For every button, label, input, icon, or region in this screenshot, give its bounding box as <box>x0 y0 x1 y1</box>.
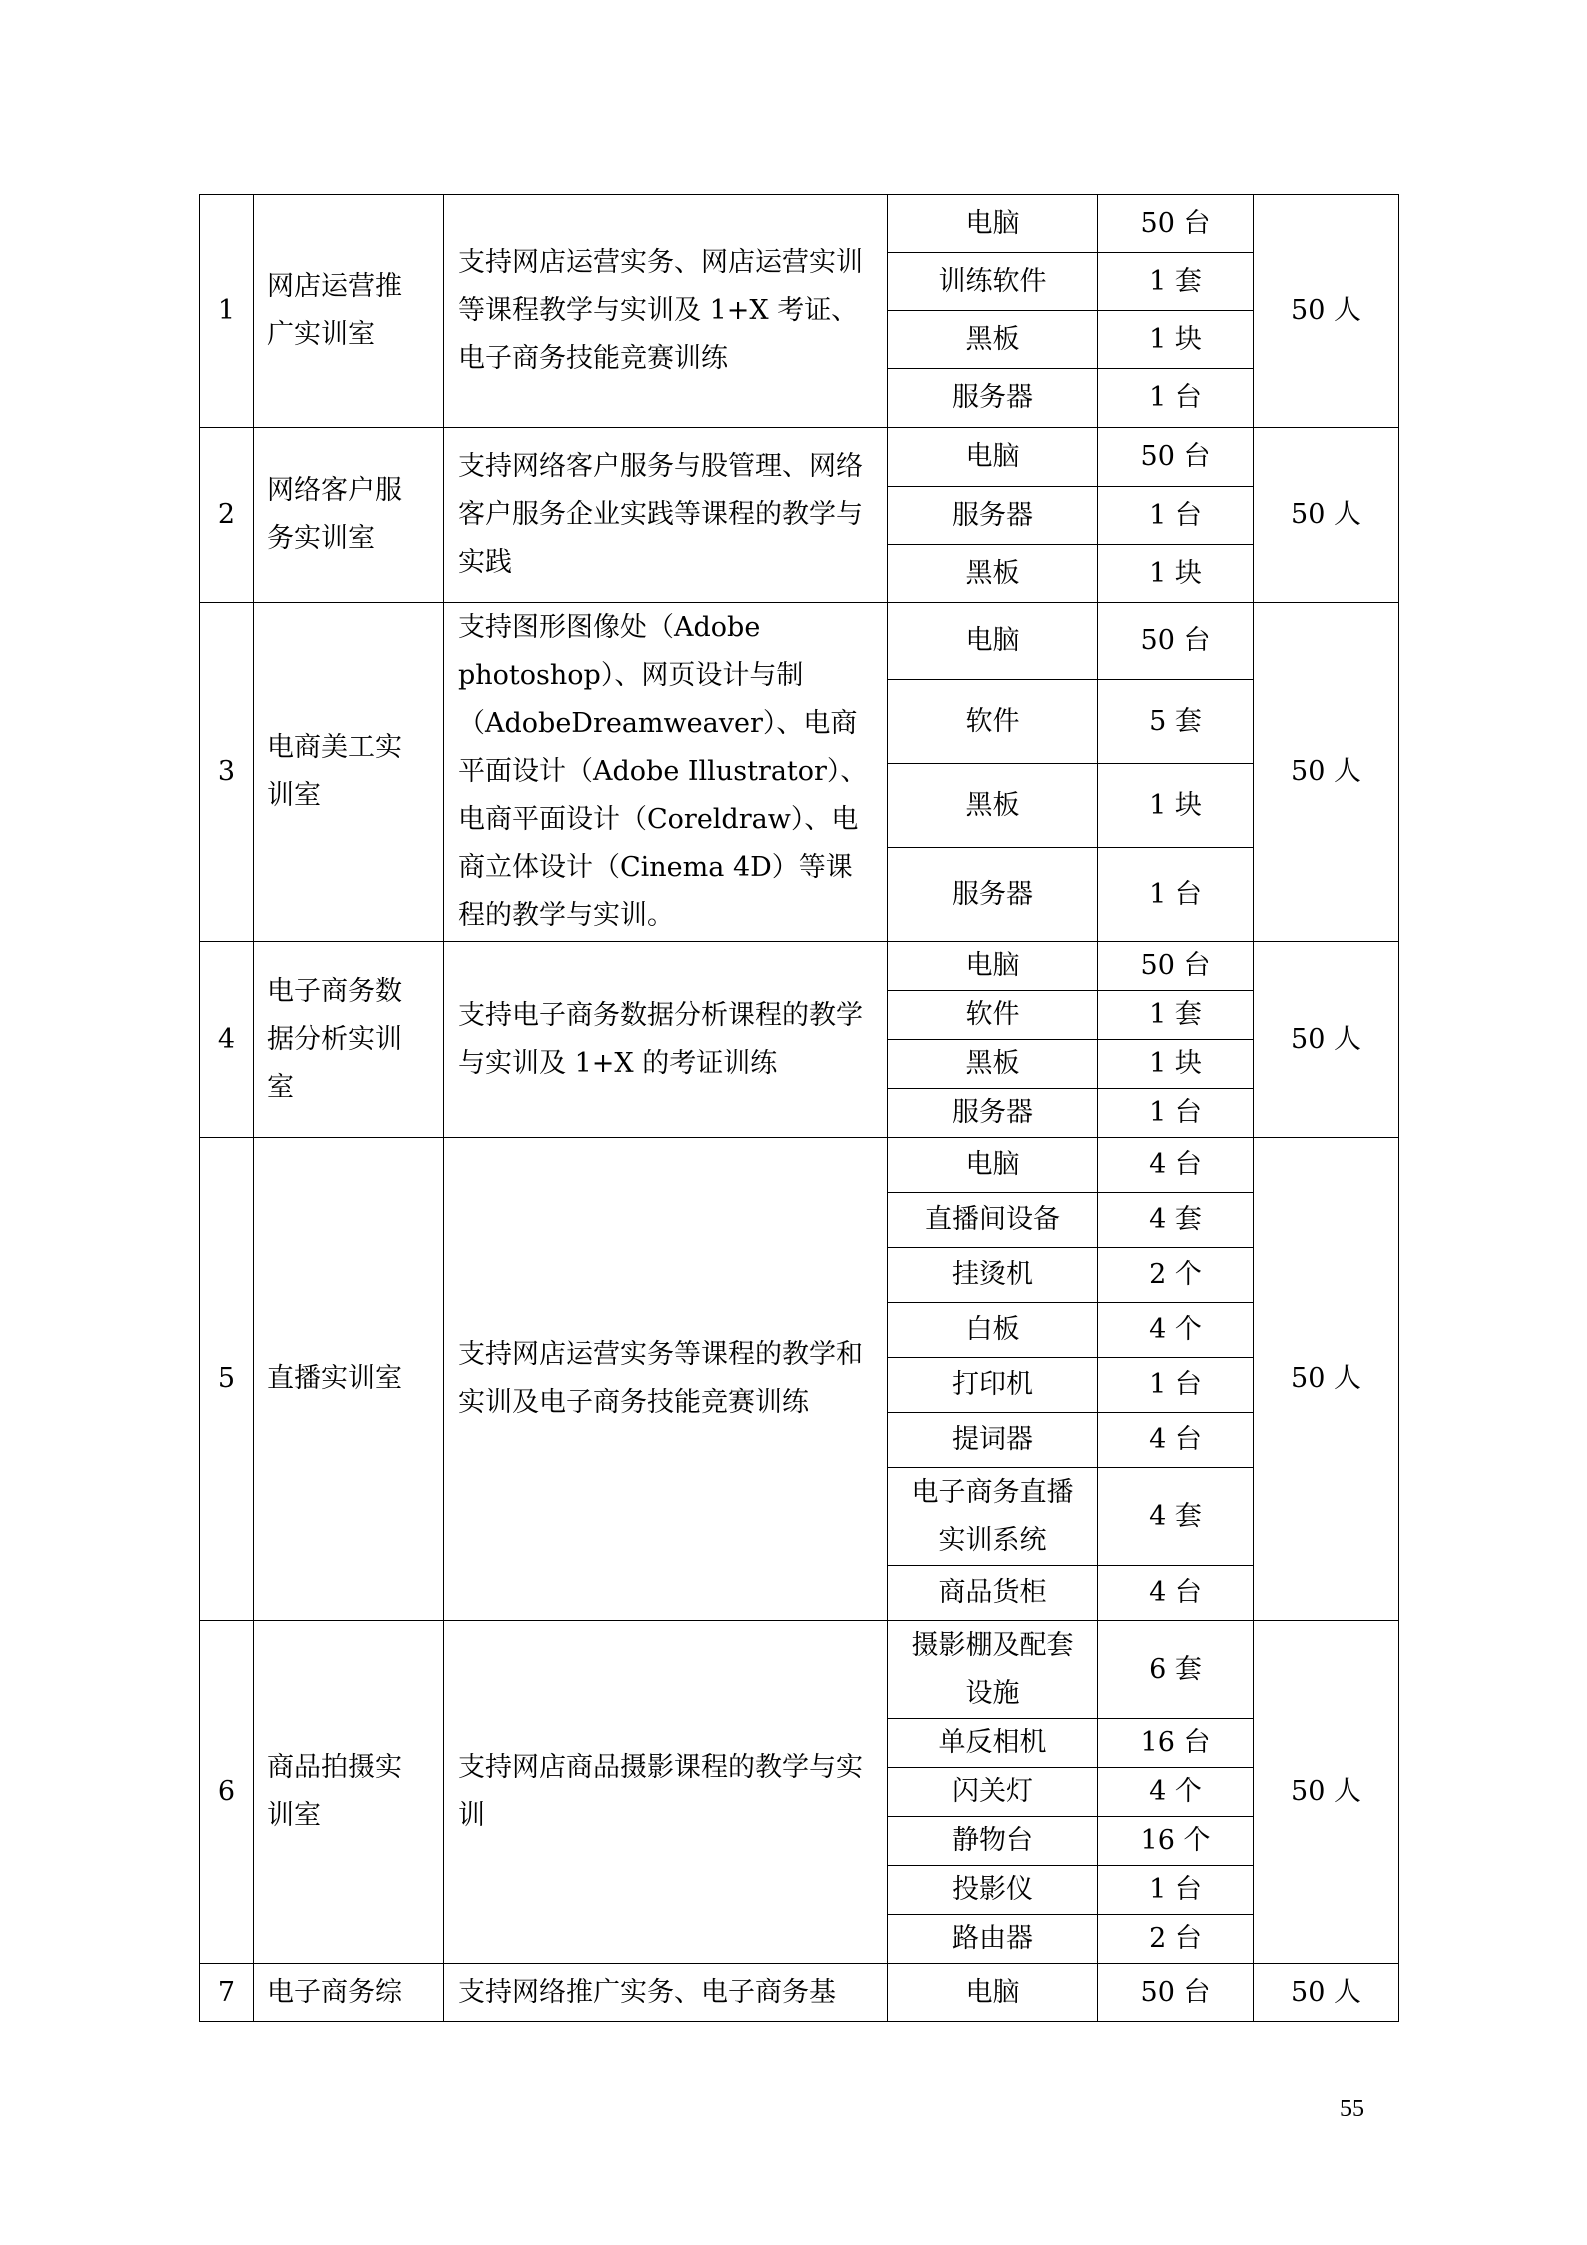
lab-description: 支持网店运营实务等课程的教学和实训及电子商务技能竞赛训练 <box>444 1138 888 1621</box>
equipment-quantity: 6 套 <box>1098 1621 1254 1719</box>
equipment-item-line: 摄影棚及配套 <box>911 1629 1074 1661</box>
lab-name: 直播实训室 <box>254 1138 444 1621</box>
equipment-item: 服务器 <box>888 487 1098 545</box>
equipment-item: 商品货柜 <box>888 1566 1098 1621</box>
equipment-quantity: 2 个 <box>1098 1248 1254 1303</box>
equipment-quantity: 1 套 <box>1098 991 1254 1040</box>
page-number: 55 <box>1340 2096 1364 2122</box>
equipment-quantity: 1 台 <box>1098 1866 1254 1915</box>
lab-number: 1 <box>200 195 254 428</box>
lab-name-line: 训室 <box>267 780 321 811</box>
lab-number: 6 <box>200 1621 254 1964</box>
equipment-item: 路由器 <box>888 1915 1098 1964</box>
equipment-item: 黑板 <box>888 1040 1098 1089</box>
lab-capacity: 50 人 <box>1254 942 1399 1138</box>
table-row <box>200 1964 1399 2022</box>
lab-name: 电子商务综 <box>254 1964 444 2022</box>
equipment-quantity: 4 台 <box>1098 1413 1254 1468</box>
lab-name-line: 据分析实训 <box>267 1023 402 1055</box>
equipment-quantity: 1 台 <box>1098 369 1254 428</box>
equipment-item: 闪关灯 <box>888 1768 1098 1817</box>
lab-name-line: 广实训室 <box>267 319 375 350</box>
lab-number: 4 <box>200 942 254 1138</box>
equipment-item: 训练软件 <box>888 253 1098 311</box>
equipment-quantity: 50 台 <box>1098 1964 1254 2022</box>
lab-number: 7 <box>200 1964 254 2022</box>
equipment-quantity: 4 台 <box>1098 1566 1254 1621</box>
equipment-quantity: 1 块 <box>1098 764 1254 848</box>
equipment-item: 单反相机 <box>888 1719 1098 1768</box>
equipment-quantity: 1 套 <box>1098 253 1254 311</box>
equipment-quantity: 50 台 <box>1098 603 1254 680</box>
equipment-item: 打印机 <box>888 1358 1098 1413</box>
equipment-item <box>888 1468 1098 1566</box>
lab-capacity: 50 人 <box>1254 1138 1399 1621</box>
equipment-quantity: 50 台 <box>1098 942 1254 991</box>
lab-name-line: 室 <box>267 1071 294 1103</box>
equipment-item: 电脑 <box>888 428 1098 487</box>
lab-capacity: 50 人 <box>1254 195 1399 428</box>
lab-capacity: 50 人 <box>1254 428 1399 603</box>
equipment-item: 电脑 <box>888 195 1098 253</box>
equipment-item: 投影仪 <box>888 1866 1098 1915</box>
table-row <box>200 1138 1399 1193</box>
equipment-quantity: 50 台 <box>1098 428 1254 487</box>
equipment-quantity: 1 台 <box>1098 1358 1254 1413</box>
equipment-item-line: 实训系统 <box>938 1524 1047 1556</box>
equipment-quantity: 4 套 <box>1098 1468 1254 1566</box>
lab-capacity: 50 人 <box>1254 603 1399 942</box>
equipment-item: 软件 <box>888 680 1098 764</box>
equipment-item-line: 设施 <box>965 1677 1020 1709</box>
lab-name <box>254 942 444 1138</box>
equipment-item: 静物台 <box>888 1817 1098 1866</box>
equipment-item: 直播间设备 <box>888 1193 1098 1248</box>
equipment-item: 黑板 <box>888 764 1098 848</box>
lab-number: 5 <box>200 1138 254 1621</box>
equipment-item <box>888 1621 1098 1719</box>
equipment-quantity: 1 台 <box>1098 487 1254 545</box>
lab-description: 支持网店商品摄影课程的教学与实训 <box>444 1621 888 1964</box>
equipment-item: 挂烫机 <box>888 1248 1098 1303</box>
equipment-quantity: 5 套 <box>1098 680 1254 764</box>
table-row <box>200 195 1399 253</box>
equipment-item: 电脑 <box>888 1138 1098 1193</box>
lab-name-line: 电商美工实 <box>267 732 402 763</box>
lab-equipment-table <box>199 194 1399 2022</box>
lab-name <box>254 603 444 942</box>
equipment-item: 电脑 <box>888 1964 1098 2022</box>
lab-number: 2 <box>200 428 254 603</box>
equipment-item: 服务器 <box>888 1089 1098 1138</box>
equipment-quantity: 16 台 <box>1098 1719 1254 1768</box>
equipment-quantity: 1 台 <box>1098 848 1254 942</box>
lab-name-line: 训室 <box>267 1800 321 1831</box>
equipment-quantity: 4 个 <box>1098 1303 1254 1358</box>
lab-name <box>254 1621 444 1964</box>
equipment-quantity: 1 块 <box>1098 311 1254 369</box>
lab-name <box>254 428 444 603</box>
table-row <box>200 603 1399 680</box>
lab-name-line: 网店运营推 <box>267 271 402 302</box>
table-row <box>200 428 1399 487</box>
lab-name-line: 商品拍摄实 <box>267 1752 402 1783</box>
lab-name-line: 务实训室 <box>267 523 375 554</box>
equipment-item: 黑板 <box>888 311 1098 369</box>
equipment-item: 服务器 <box>888 848 1098 942</box>
table-row <box>200 942 1399 991</box>
equipment-item: 白板 <box>888 1303 1098 1358</box>
equipment-quantity: 16 个 <box>1098 1817 1254 1866</box>
equipment-quantity: 2 台 <box>1098 1915 1254 1964</box>
lab-description: 支持网络推广实务、电子商务基 <box>444 1964 888 2022</box>
lab-description: 支持网店运营实务、网店运营实训等课程教学与实训及 1+X 考证、电子商务技能竞赛训练 <box>444 195 888 428</box>
equipment-quantity: 50 台 <box>1098 195 1254 253</box>
equipment-item: 黑板 <box>888 545 1098 603</box>
equipment-item: 电脑 <box>888 603 1098 680</box>
equipment-quantity: 4 台 <box>1098 1138 1254 1193</box>
equipment-item: 软件 <box>888 991 1098 1040</box>
lab-capacity: 50 人 <box>1254 1964 1399 2022</box>
equipment-item: 电脑 <box>888 942 1098 991</box>
equipment-quantity: 1 块 <box>1098 1040 1254 1089</box>
equipment-item-line: 电子商务直播 <box>911 1476 1074 1508</box>
table-row <box>200 1621 1399 1719</box>
lab-number: 3 <box>200 603 254 942</box>
equipment-quantity: 1 台 <box>1098 1089 1254 1138</box>
lab-name-line: 电子商务数 <box>267 975 402 1007</box>
equipment-quantity: 4 套 <box>1098 1193 1254 1248</box>
lab-description: 支持网络客户服务与股管理、网络客户服务企业实践等课程的教学与实践 <box>444 428 888 603</box>
lab-description: 支持电子商务数据分析课程的教学与实训及 1+X 的考证训练 <box>444 942 888 1138</box>
equipment-quantity: 4 个 <box>1098 1768 1254 1817</box>
lab-description: 支持图形图像处（Adobe photoshop）、网页设计与制（AdobeDreamweaver）、电商平面设计（Adobe Illustrator）、电商平面设计（Coreldraw）、电商立体设计（Cinema 4D）等课程的教学与实训。 <box>444 603 888 942</box>
equipment-quantity: 1 块 <box>1098 545 1254 603</box>
equipment-item: 服务器 <box>888 369 1098 428</box>
equipment-item: 提词器 <box>888 1413 1098 1468</box>
lab-capacity: 50 人 <box>1254 1621 1399 1964</box>
lab-name <box>254 195 444 428</box>
lab-name-line: 网络客户服 <box>267 475 402 506</box>
